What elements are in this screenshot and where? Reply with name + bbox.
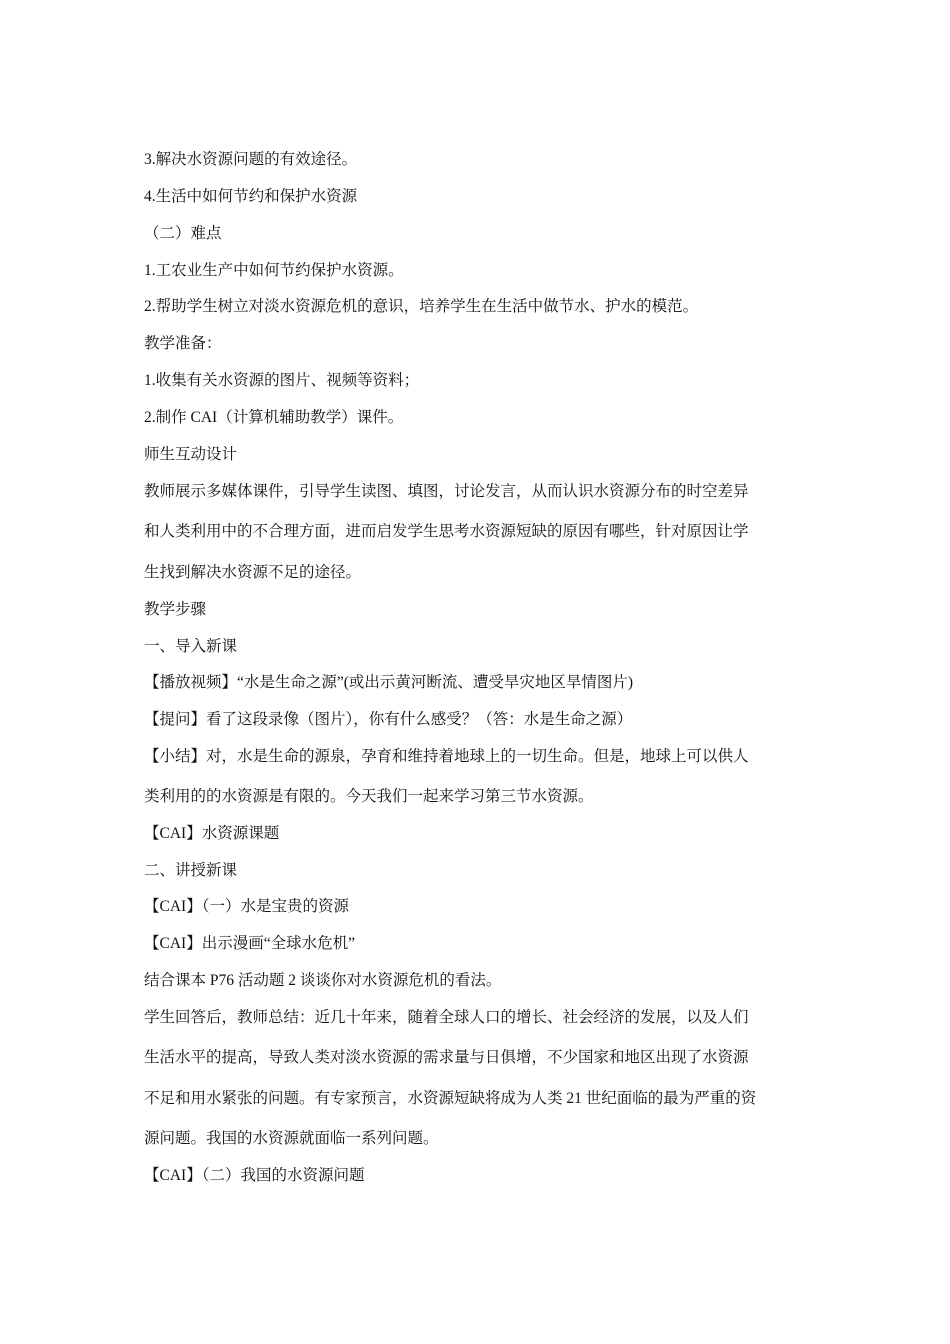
text-line: 1.收集有关水资源的图片、视频等资料；	[144, 372, 420, 389]
text-line: 【CAI】（一）水是宝贵的资源	[144, 898, 349, 915]
text-line: 类利用的的水资源是有限的。今天我们一起来学习第三节水资源。	[144, 788, 594, 805]
text-line: 2.帮助学生树立对淡水资源危机的意识，培养学生在生活中做节水、护水的模范。	[144, 298, 699, 315]
section-heading-prep: 教学准备：	[144, 335, 222, 352]
text-line: 不足和用水紧张的问题。有专家预言，水资源短缺将成为人类 21 世纪面临的最为严重的资	[144, 1090, 757, 1107]
text-line: 【CAI】水资源课题	[144, 825, 280, 842]
section-heading-interaction: 师生互动设计	[144, 446, 238, 463]
text-line: 源问题。我国的水资源就面临一系列问题。	[144, 1130, 439, 1147]
text-line: 【播放视频】“水是生命之源”(或出示黄河断流、遭受旱灾地区旱情图片)	[144, 674, 634, 691]
text-line: 教师展示多媒体课件，引导学生读图、填图，讨论发言，从而认识水资源分布的时空差异	[144, 483, 749, 500]
text-line: 【CAI】出示漫画“全球水危机”	[144, 935, 355, 952]
subheading-difficulty: （二）难点	[144, 225, 222, 242]
text-line: 2.制作 CAI（计算机辅助教学）课件。	[144, 409, 404, 426]
text-line: 4.生活中如何节约和保护水资源	[144, 188, 358, 205]
text-line: 学生回答后，教师总结：近几十年来，随着全球人口的增长、社会经济的发展，以及人们	[144, 1009, 749, 1026]
text-line: 1.工农业生产中如何节约保护水资源。	[144, 262, 404, 279]
text-line: 生找到解决水资源不足的途径。	[144, 564, 362, 581]
section-heading-intro: 一、导入新课	[144, 638, 238, 655]
text-line: 3.解决水资源问题的有效途径。	[144, 151, 358, 168]
text-line: 和人类利用中的不合理方面，进而启发学生思考水资源短缺的原因有哪些，针对原因让学	[144, 523, 749, 540]
text-line: 【CAI】（二）我国的水资源问题	[144, 1167, 365, 1184]
text-line: 结合课本 P76 活动题 2 谈谈你对水资源危机的看法。	[144, 972, 502, 989]
section-heading-teaching: 二、讲授新课	[144, 862, 238, 879]
text-line: 【小结】对，水是生命的源泉，孕育和维持着地球上的一切生命。但是，地球上可以供人	[144, 748, 749, 765]
section-heading-steps: 教学步骤	[144, 601, 207, 618]
text-line: 【提问】看了这段录像（图片），你有什么感受？（答：水是生命之源）	[144, 711, 633, 728]
text-line: 生活水平的提高，导致人类对淡水资源的需求量与日俱增，不少国家和地区出现了水资源	[144, 1049, 749, 1066]
